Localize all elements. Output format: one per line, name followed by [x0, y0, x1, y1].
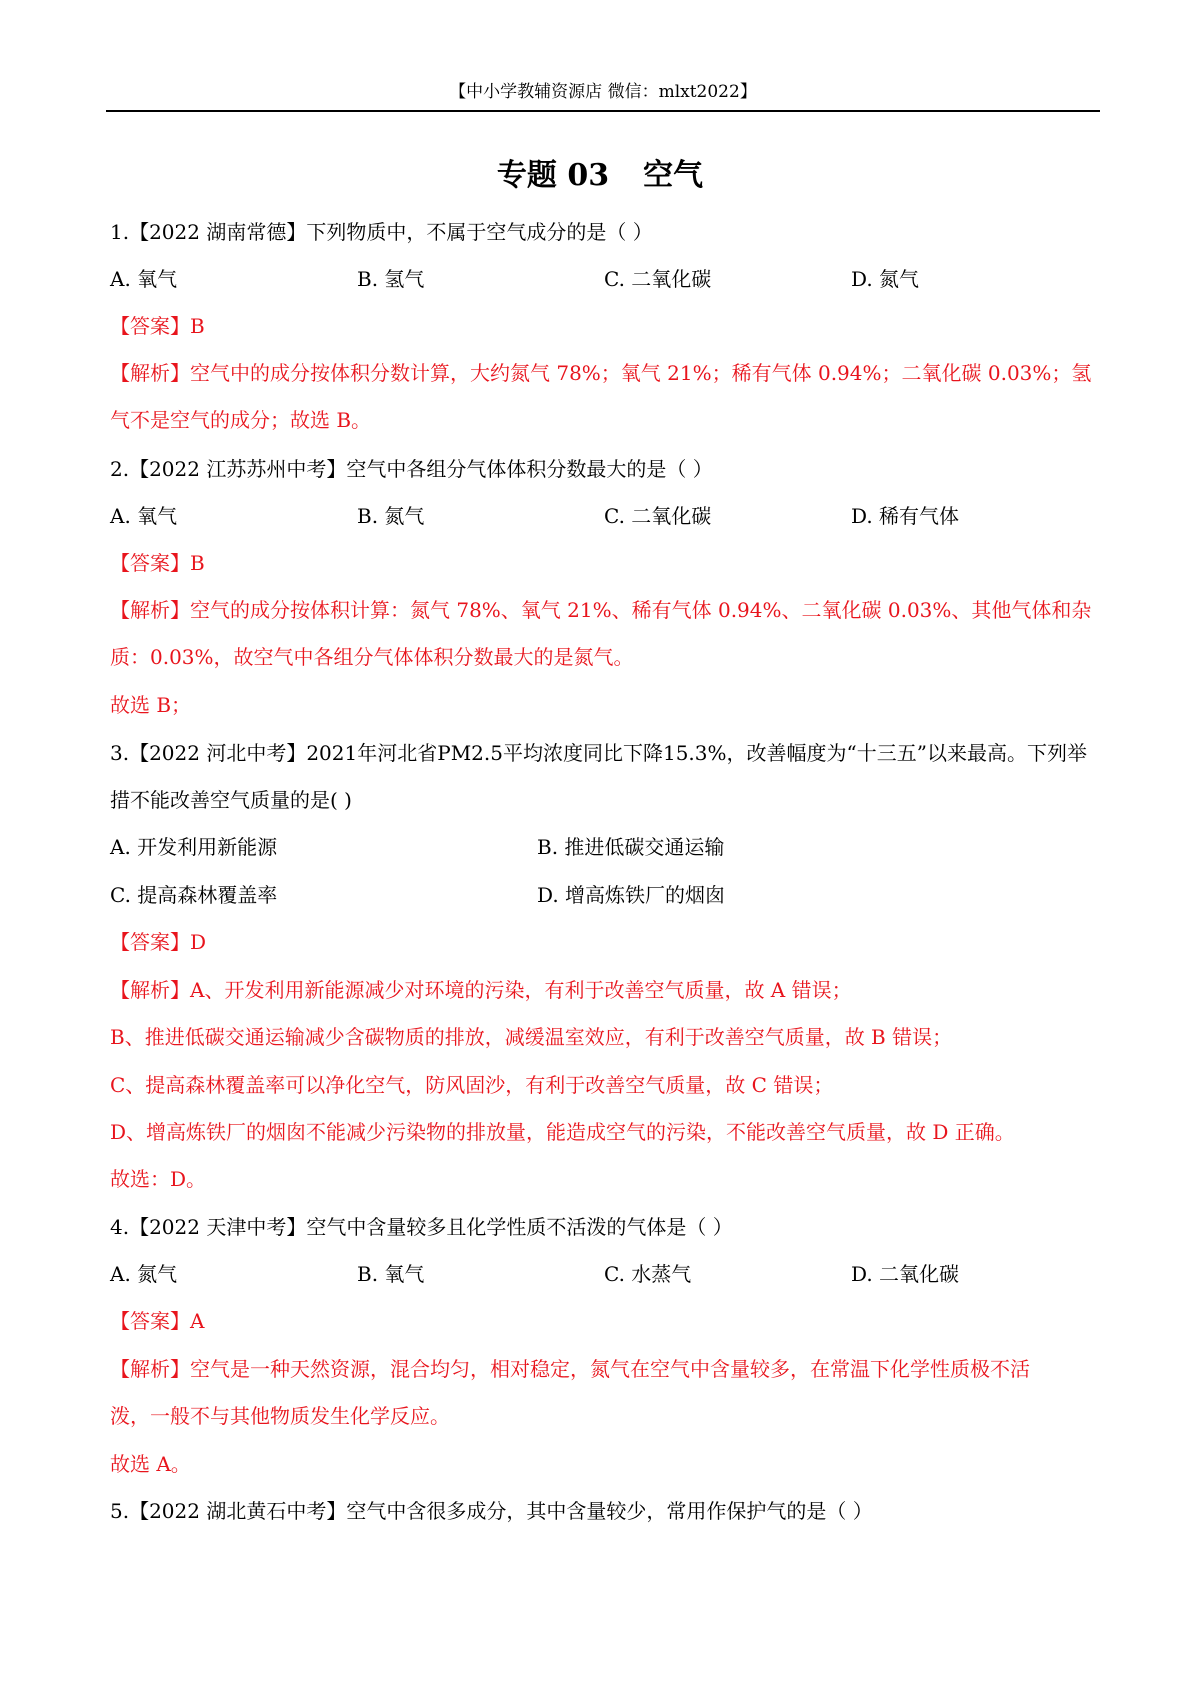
analysis-line: C、提高森林覆盖率可以净化空气，防风固沙，有利于改善空气质量，故 C 错误；	[110, 1073, 834, 1097]
conclusion: 故选 A。	[110, 1452, 191, 1476]
analysis-line: B、推进低碳交通运输减少含碳物质的排放，减缓温室效应，有利于改善空气质量，故 B 错误；	[110, 1025, 953, 1049]
conclusion: 故选：D。	[110, 1167, 207, 1191]
option-row	[110, 1261, 1100, 1287]
option-b: B. 推进低碳交通运输	[537, 835, 725, 859]
option-b: B. 氧气	[357, 1262, 425, 1286]
page-title	[0, 156, 1200, 196]
answer: 【答案】D	[110, 930, 207, 954]
option-a: A. 氧气	[110, 267, 178, 291]
option-c: C. 水蒸气	[604, 1262, 692, 1286]
option-d: D. 稀有气体	[851, 504, 960, 528]
analysis-line: 【解析】A、开发利用新能源减少对环境的污染，有利于改善空气质量，故 A 错误；	[110, 978, 852, 1002]
option-d: D. 氮气	[851, 267, 920, 291]
question-stem: 5.【2022 湖北黄石中考】空气中含很多成分，其中含量较少，常用作保护气的是（ ）	[110, 1499, 873, 1523]
answer: 【答案】B	[110, 314, 205, 338]
analysis-line: 质：0.03%，故空气中各组分气体体积分数最大的是氮气。	[110, 645, 634, 669]
title-label: 专题 03	[496, 158, 610, 193]
conclusion: 故选 B；	[110, 693, 192, 717]
analysis-line: 泼，一般不与其他物质发生化学反应。	[110, 1404, 450, 1428]
question-stem: 1.【2022 湖南常德】下列物质中，不属于空气成分的是（ ）	[110, 220, 653, 244]
option-row	[110, 503, 1100, 529]
page-header: 【中小学教辅资源店 微信：mlxt2022】	[449, 82, 757, 102]
question-stem: 3.【2022 河北中考】2021年河北省PM2.5平均浓度同比下降15.3%，改善幅度为“十三五”以来最高。下列举	[110, 741, 1087, 765]
analysis-line: 【解析】空气的成分按体积计算：氮气 78%、氧气 21%、稀有气体 0.94%、二氧化碳 0.03%、其他气体和杂	[110, 598, 1092, 622]
analysis-line: 【解析】空气是一种天然资源，混合均匀，相对稳定，氮气在空气中含量较多，在常温下化学性质极不活	[110, 1357, 1030, 1381]
question-stem: 2.【2022 江苏苏州中考】空气中各组分气体体积分数最大的是（ ）	[110, 457, 713, 481]
analysis-line: 气不是空气的成分；故选 B。	[110, 408, 372, 432]
analysis-line: 【解析】空气中的成分按体积分数计算，大约氮气 78%；氧气 21%；稀有气体 0.94%；二氧化碳 0.03%；氢	[110, 361, 1092, 385]
option-row	[110, 882, 1100, 908]
answer: 【答案】B	[110, 551, 205, 575]
answer: 【答案】A	[110, 1309, 205, 1333]
option-a: A. 氧气	[110, 504, 178, 528]
header-divider	[106, 110, 1100, 112]
option-d: D. 增高炼铁厂的烟囱	[537, 883, 726, 907]
option-c: C. 提高森林覆盖率	[110, 883, 278, 907]
question-stem-continued: 措不能改善空气质量的是( )	[110, 788, 352, 812]
option-b: B. 氢气	[357, 267, 425, 291]
option-a: A. 开发利用新能源	[110, 835, 278, 859]
option-c: C. 二氧化碳	[604, 267, 712, 291]
option-c: C. 二氧化碳	[604, 504, 712, 528]
option-b: B. 氮气	[357, 504, 425, 528]
option-a: A. 氮气	[110, 1262, 178, 1286]
option-row	[110, 266, 1100, 292]
option-d: D. 二氧化碳	[851, 1262, 960, 1286]
analysis-line: D、增高炼铁厂的烟囱不能减少污染物的排放量，能造成空气的污染，不能改善空气质量，故 D 正确。	[110, 1120, 1015, 1144]
title-topic: 空气	[643, 158, 704, 193]
question-stem: 4.【2022 天津中考】空气中含量较多且化学性质不活泼的气体是（ ）	[110, 1215, 733, 1239]
option-row	[110, 834, 1100, 860]
